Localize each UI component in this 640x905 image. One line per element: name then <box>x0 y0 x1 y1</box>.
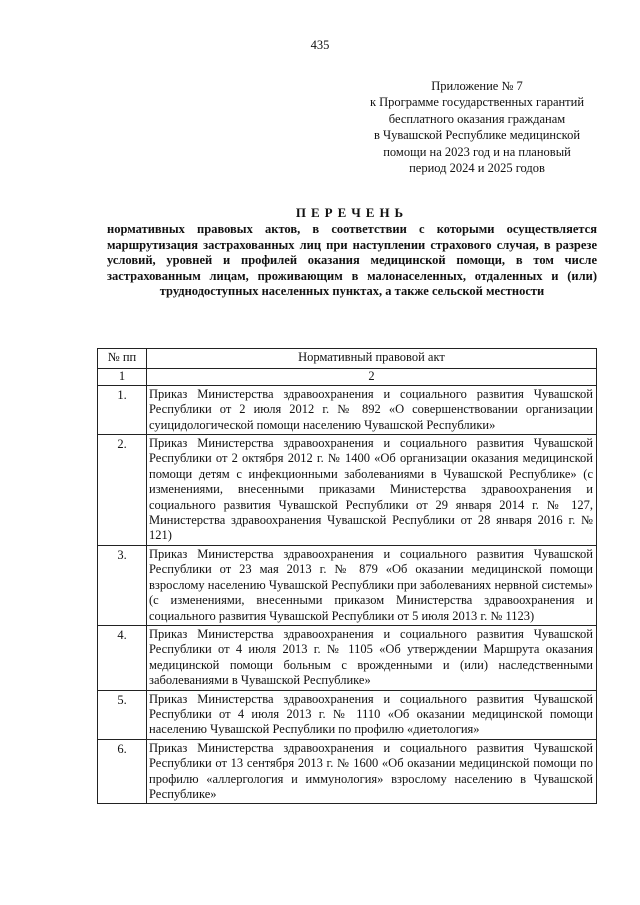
row-num: 5. <box>98 690 147 739</box>
appendix-block <box>352 78 602 176</box>
table-row <box>98 690 597 739</box>
row-act: Приказ Министерства здравоохранения и социального развития Чувашской Республики от 13 сентября 2013 г. № 1600 «Об оказании медицинской помощи по профилю «аллергология и иммунология» взрослому населению в Чувашской Республике» <box>147 739 597 804</box>
header-act: Нормативный правовой акт <box>147 349 597 369</box>
appendix-line: в Чувашской Республике медицинской <box>373 128 581 143</box>
row-num: 4. <box>98 625 147 690</box>
page-number: 435 <box>310 38 330 52</box>
row-act: Приказ Министерства здравоохранения и социального развития Чувашской Республики от 23 мая 2013 г. № 879 «Об оказании медицинской помощи взрослому населению Чувашской Республики при заболеваниях нервной системы» (с изменениями, внесенными приказом Министерства здравоохранения и социального развития Чувашской Республики от 5 июля 2013 г. № 1123) <box>147 545 597 625</box>
row-num: 3. <box>98 545 147 625</box>
table-row <box>98 385 597 434</box>
column-number: 2 <box>147 369 597 385</box>
row-act: Приказ Министерства здравоохранения и социального развития Чувашской Республики от 4 июля 2013 г. № 1110 «Об оказании медицинской помощи населению Чувашской Республики по профилю «диетология» <box>147 690 597 739</box>
table-header-row <box>98 349 597 369</box>
column-number-row <box>98 369 597 385</box>
appendix-line: бесплатного оказания гражданам <box>388 111 566 126</box>
table-row <box>98 545 597 625</box>
table-row <box>98 435 597 546</box>
table-row <box>98 739 597 804</box>
column-number: 1 <box>98 369 147 385</box>
table-row <box>98 625 597 690</box>
appendix-line: Приложение № 7 <box>431 79 523 93</box>
row-num: 2. <box>98 435 147 546</box>
row-num: 1. <box>98 385 147 434</box>
row-act: Приказ Министерства здравоохранения и социального развития Чувашской Республики от 4 июля 2013 г. № 1105 «Об утверждении Маршрута оказания медицинской помощи больным с врожденными и (или) наследственными заболеваниями в Чувашской Республике» <box>147 625 597 690</box>
document-subtitle: нормативных правовых актов, в соответствии с которыми осуществляется маршрутизация застрахованных лиц при наступлении страхового случая, в разрезе условий, уровней и профилей оказания медицинской помощи, в том числе застрахованным лицам, проживающим в малонаселенных, отдаленных и (или) труднодоступных населенных пунктах, а также сельской местности <box>107 222 597 299</box>
acts-table <box>97 348 597 804</box>
row-num: 6. <box>98 739 147 804</box>
document-title: ПЕРЕЧЕНЬ <box>295 205 409 220</box>
header-num: № пп <box>98 349 147 369</box>
appendix-line: период 2024 и 2025 годов <box>409 161 545 176</box>
row-act: Приказ Министерства здравоохранения и социального развития Чувашской Республики от 2 июля 2012 г. № 892 «О совершенствовании организации суицидологической помощи населению Чувашской Республики» <box>147 385 597 434</box>
appendix-line: помощи на 2023 год и на плановый <box>383 144 571 159</box>
row-act: Приказ Министерства здравоохранения и социального развития Чувашской Республики от 2 октября 2012 г. № 1400 «Об организации оказания медицинской помощи детям с инфекционными заболеваниями в Чувашской Республике» (с изменениями, внесенными приказами Министерства здравоохранения и социального развития Чувашской Республики от 29 января 2014 г. № 127, Министерства здравоохранения Чувашской Республики от 28 января 2016 г. № 121) <box>147 435 597 546</box>
appendix-line: к Программе государственных гарантий <box>369 95 585 110</box>
